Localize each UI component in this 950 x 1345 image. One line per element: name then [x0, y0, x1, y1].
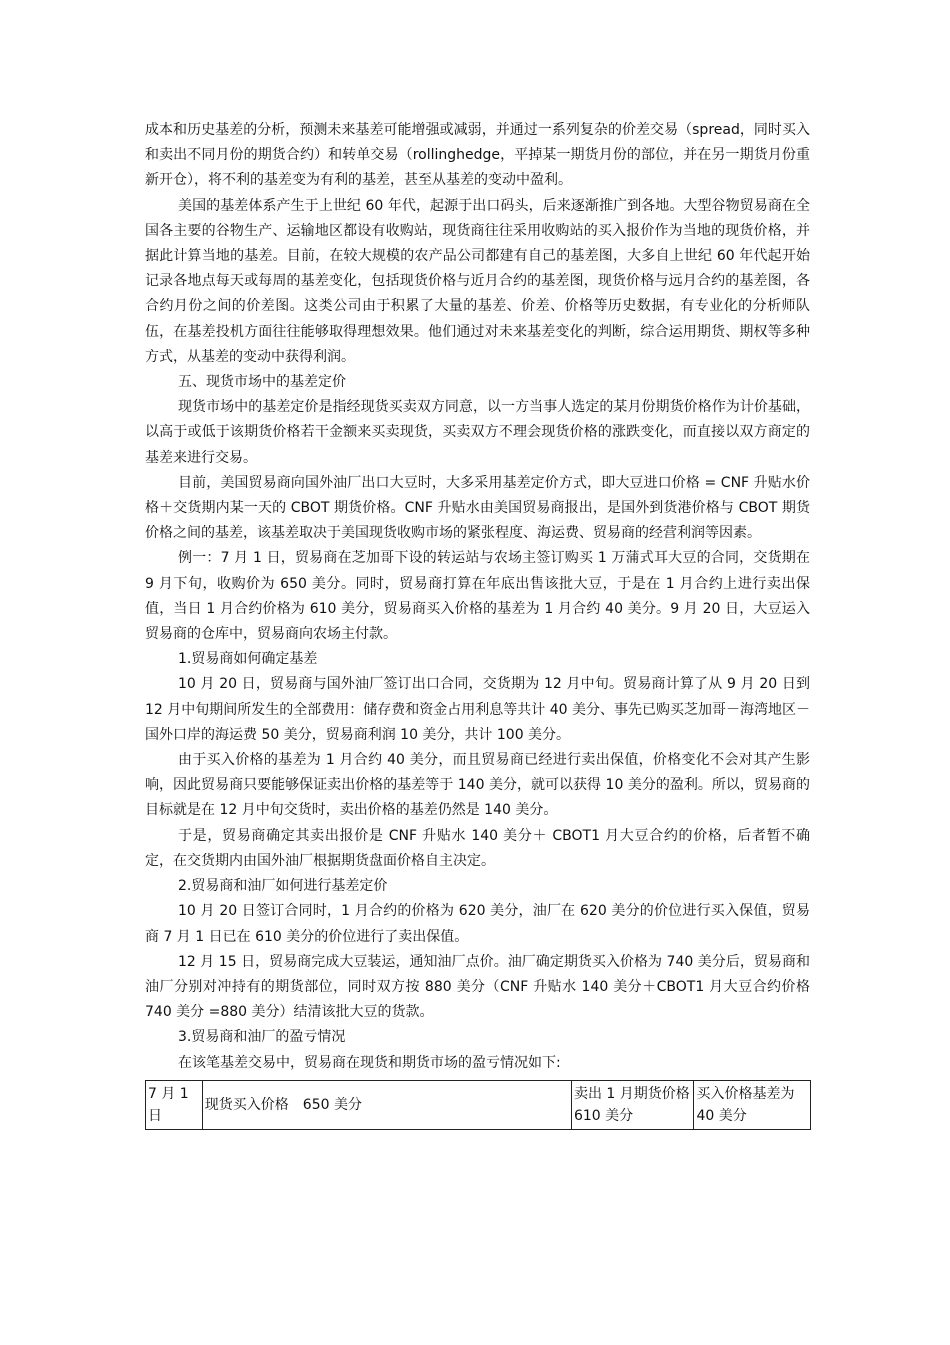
paragraph-basis-pricing-definition: 现货市场中的基差定价是指经现货买卖双方同意，以一方当事人选定的某月份期货价格作为计价基础，以高于或低于该期货价格若干金额来买卖现货，买卖双方不理会现货价格的涨跌变化，而直接以双方商定的基差来进行交易。: [145, 399, 810, 466]
paragraph-table-intro: 在该笔基差交易中，贸易商在现货和期货市场的盈亏情况如下:: [178, 1054, 561, 1071]
table-cell-futures: 卖出 1 月期货价格 610 美分: [571, 1080, 694, 1129]
paragraph-target-basis: 由于买入价格的基差为 1 月合约 40 美分，而且贸易商已经进行卖出保值，价格变化不会对其产生影响，因此贸易商只要能够保证卖出价格的基差等于 140 美分，就可以获得 10 美分的盈利。所以，贸易商的目标就是在 12 月中旬交货时，卖出价格的基差仍然是 140 美分。: [145, 752, 810, 819]
table-row: [146, 1080, 811, 1129]
document-body: [145, 118, 810, 1130]
table-cell-spot: 现货买入价格 650 美分: [202, 1080, 571, 1129]
paragraph-basis-system: 美国的基差体系产生于上世纪 60 年代，起源于出口码头，后来逐渐推广到各地。大型谷物贸易商在全国各主要的谷物生产、运输地区都设有收购站，现货商往往采用收购站的买入报价作为当地的现货价格，并据此计算当地的基差。目前，在较大规模的农产品公司都建有自己的基差图，大多自上世纪 60 年代起开始记录各地点每天或每周的基差变化，包括现货价格与近月合约的基差图，现货价格与远月合约的基差图，各合约月份之间的价差图。这类公司由于积累了大量的基差、价差、价格等历史数据，有专业化的分析师队伍，在基差投机方面往往能够取得理想效果。他们通过对未来基差变化的判断，综合运用期货、期权等多种方式，从基差的变动中获得利润。: [145, 197, 810, 365]
paragraph-continuation: 成本和历史基差的分析，预测未来基差可能增强或减弱，并通过一系列复杂的价差交易（spread，同时买入和卖出不同月份的期货合约）和转单交易（rollinghedge，平掉某一期货月份的部位，并在另一期货月份重新开仓），将不利的基差变为有利的基差，甚至从基差的变动中盈利。: [145, 122, 810, 189]
paragraph-offer-price: 于是，贸易商确定其卖出报价是 CNF 升贴水 140 美分＋ CBOT1 月大豆合约的价格，后者暂不确定，在交货期内由国外油厂根据期货盘面价格自主决定。: [145, 827, 810, 869]
section-heading-5: 五、现货市场中的基差定价: [178, 374, 346, 391]
paragraph-settlement: 12 月 15 日，贸易商完成大豆装运，通知油厂点价。油厂确定期货买入价格为 740 美分后，贸易商和油厂分别对冲持有的期货部位，同时双方按 880 美分（CNF 升贴水 140 美分＋CBOT1 月大豆合约价格 740 美分 =880 美分）结清该批大豆的货款。: [145, 953, 810, 1021]
profit-loss-table: [145, 1080, 811, 1130]
subheading-3: 3.贸易商和油厂的盈亏情况: [178, 1029, 346, 1046]
paragraph-hedging: 10 月 20 日签订合同时，1 月合约的价格为 620 美分，油厂在 620 美分的价位进行买入保值，贸易商 7 月 1 日已在 610 美分的价位进行了卖出保值。: [145, 903, 810, 945]
table-cell-basis: 买入价格基差为 40 美分: [694, 1080, 811, 1129]
subheading-2: 2.贸易商和油厂如何进行基差定价: [178, 878, 388, 895]
table-cell-date: 7 月 1 日: [146, 1080, 203, 1129]
paragraph-cnf-basis: 目前，美国贸易商向国外油厂出口大豆时，大多采用基差定价方式，即大豆进口价格 = CNF 升贴水价格＋交货期内某一天的 CBOT 期货价格。CNF 升贴水由美国贸易商报出，是国外到货港价格与 CBOT 期货价格之间的基差，该基差取决于美国现货收购市场的紧张程度、海运费、贸易商的经营利润等因素。: [145, 474, 810, 542]
subheading-1: 1.贸易商如何确定基差: [178, 651, 318, 668]
paragraph-costs: 10 月 20 日，贸易商与国外油厂签订出口合同，交货期为 12 月中旬。贸易商计算了从 9 月 20 日到 12 月中旬期间所发生的全部费用：储存费和资金占用利息等共计 40 美分、事先已购买芝加哥－海湾地区－国外口岸的海运费 50 美分，贸易商利润 10 美分，共计 100 美分。: [145, 676, 810, 743]
paragraph-example-one: 例一：7 月 1 日，贸易商在芝加哥下设的转运站与农场主签订购买 1 万蒲式耳大豆的合同，交货期在 9 月下旬，收购价为 650 美分。同时，贸易商打算在年底出售该批大豆，于是在 1 月合约上进行卖出保值，当日 1 月合约价格为 610 美分，贸易商买入价格的基差为 1 月合约 40 美分。9 月 20 日，大豆运入贸易商的仓库中，贸易商向农场主付款。: [145, 550, 810, 643]
